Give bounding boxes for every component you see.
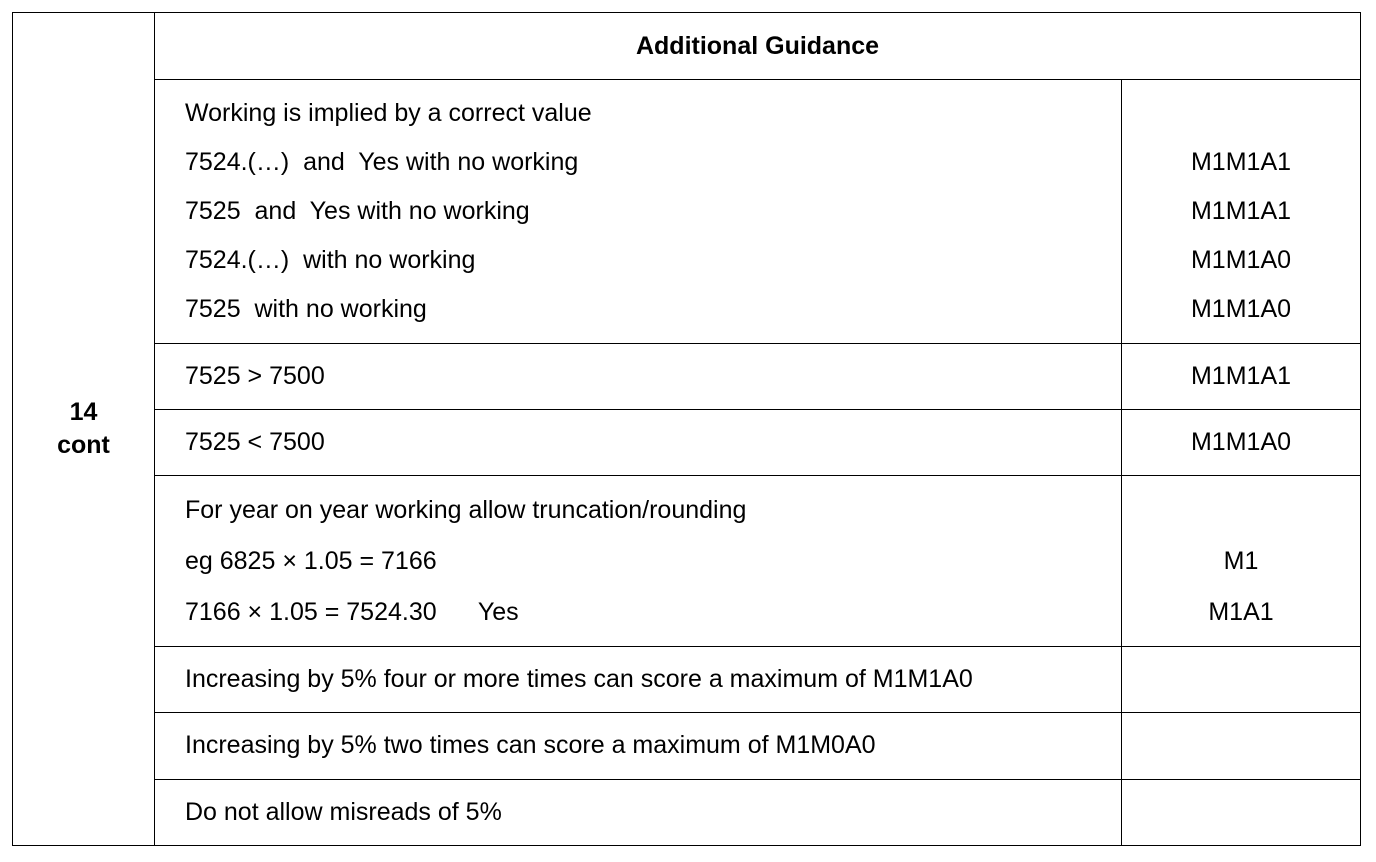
mark-line (1122, 485, 1360, 536)
guidance-line: For year on year working allow truncation/rounding (185, 495, 747, 524)
header-row (13, 13, 1361, 80)
mark-cell (1122, 476, 1361, 647)
table-row (13, 343, 1361, 409)
table-row (13, 476, 1361, 647)
guidance-line: 7524.(…) and Yes with no working (185, 147, 579, 176)
table-header: Additional Guidance (155, 13, 1361, 80)
table-row (13, 713, 1361, 779)
guidance-line: 7525 and Yes with no working (185, 196, 530, 225)
guidance-line: eg 6825 × 1.05 = 7166 (185, 546, 437, 575)
mark-cell (1122, 647, 1361, 713)
guidance-line: Working is implied by a correct value (185, 98, 592, 127)
guidance-line: 7525 with no working (185, 294, 427, 323)
guidance-cell (155, 476, 1122, 647)
mark-cell: M1M1A1 (1122, 343, 1361, 409)
guidance-table (12, 12, 1361, 846)
guidance-cell: Do not allow misreads of 5% (155, 779, 1122, 845)
table-row (13, 409, 1361, 475)
mark-line: M1M1A0 (1190, 245, 1292, 274)
question-suffix: cont (57, 431, 110, 459)
guidance-line: 7166 × 1.05 = 7524.30 Yes (185, 597, 519, 626)
mark-line: M1M1A1 (1190, 196, 1292, 225)
mark-cell: M1M1A0 (1122, 409, 1361, 475)
mark-cell (1122, 80, 1361, 343)
question-number: 14 (69, 398, 98, 426)
table-row (13, 779, 1361, 845)
table-row (13, 80, 1361, 343)
guidance-line: 7524.(…) with no working (185, 245, 476, 274)
mark-line: M1M1A1 (1190, 147, 1292, 176)
mark-line (1122, 89, 1360, 138)
guidance-cell: 7525 < 7500 (155, 409, 1122, 475)
guidance-cell (155, 80, 1122, 343)
question-number-cell (13, 13, 155, 846)
guidance-cell: Increasing by 5% two times can score a maximum of M1M0A0 (155, 713, 1122, 779)
mark-line: M1M1A0 (1190, 294, 1292, 323)
mark-line: M1 (1223, 546, 1259, 575)
mark-line: M1A1 (1208, 597, 1274, 626)
mark-cell (1122, 779, 1361, 845)
table-row (13, 647, 1361, 713)
guidance-cell: Increasing by 5% four or more times can score a maximum of M1M1A0 (155, 647, 1122, 713)
mark-cell (1122, 713, 1361, 779)
guidance-cell: 7525 > 7500 (155, 343, 1122, 409)
